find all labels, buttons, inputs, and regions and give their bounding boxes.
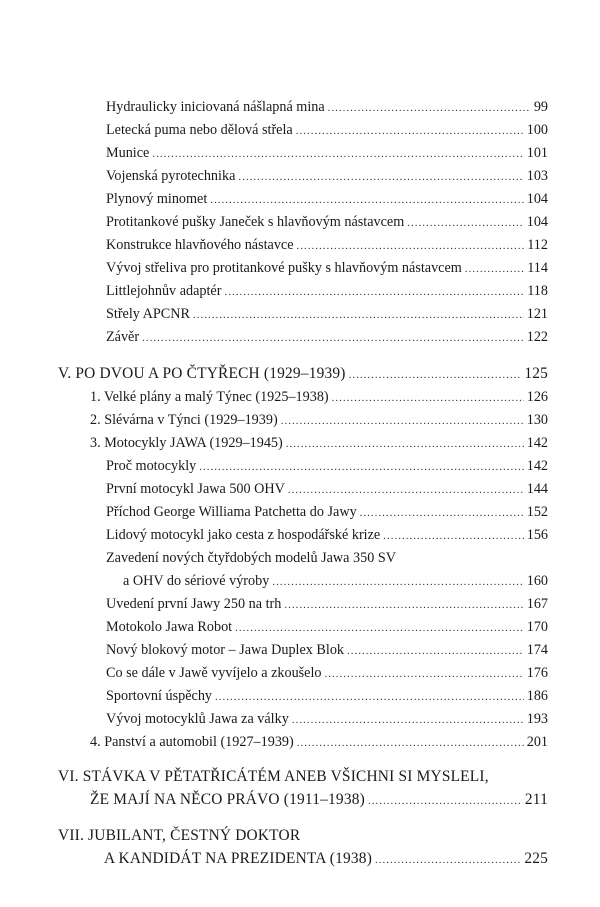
toc-section[interactable]: 3. Motocykly JAWA (1929–1945) ..... 142 bbox=[90, 434, 548, 453]
toc-entry[interactable]: Konstrukce hlavňového nástavce ..... 112 bbox=[106, 236, 548, 255]
toc-entry[interactable]: Vývoj střeliva pro protitankové pušky s hlavňovým nástavcem ..... 114 bbox=[106, 259, 548, 278]
toc-entry[interactable]: a OHV do sériové výroby ..... 160 bbox=[123, 572, 548, 591]
toc-entry[interactable]: Co se dále v Jawě vyvíjelo a zkoušelo ..... 176 bbox=[106, 664, 548, 683]
toc-entry[interactable]: Hydraulicky iniciovaná nášlapná mina ..... 99 bbox=[106, 98, 548, 117]
toc-entry[interactable]: Sportovní úspěchy ..... 186 bbox=[106, 687, 548, 706]
toc-chapter-6-line1[interactable]: VI. STÁVKA V PĚTATŘICÁTÉM ANEB VŠICHNI SI MYSLELI, bbox=[58, 768, 489, 785]
toc-entry[interactable]: Uvedení první Jawy 250 na trh ..... 167 bbox=[106, 595, 548, 614]
toc-entry-line1[interactable]: Zavedení nových čtyřdobých modelů Jawa 350 SV bbox=[106, 550, 396, 566]
toc-entry[interactable]: Závěr ..... 122 bbox=[106, 328, 548, 347]
toc-entry[interactable]: Motokolo Jawa Robot ..... 170 bbox=[106, 618, 548, 637]
toc-chapter-6[interactable]: ŽE MAJÍ NA NĚCO PRÁVO (1911–1938) ..... 211 bbox=[90, 791, 548, 810]
toc-section[interactable]: 2. Slévárna v Týnci (1929–1939) ..... 130 bbox=[90, 411, 548, 430]
toc-entry[interactable]: Střely APCNR ..... 121 bbox=[106, 305, 548, 324]
toc-chapter-7-line1[interactable]: VII. JUBILANT, ČESTNÝ DOKTOR bbox=[58, 827, 301, 844]
toc-entry[interactable]: Plynový minomet ..... 104 bbox=[106, 190, 548, 209]
toc-entry[interactable]: Vývoj motocyklů Jawa za války ..... 193 bbox=[106, 710, 548, 729]
toc-entry[interactable]: Lidový motocykl jako cesta z hospodářské krize ..... 156 bbox=[106, 526, 548, 545]
toc-section[interactable]: 4. Panství a automobil (1927–1939) ..... 201 bbox=[90, 733, 548, 752]
toc-entry[interactable]: Letecká puma nebo dělová střela ..... 100 bbox=[106, 121, 548, 140]
toc-entry[interactable]: Protitankové pušky Janeček s hlavňovým nástavcem ..... 104 bbox=[106, 213, 548, 232]
toc-chapter-7[interactable]: A KANDIDÁT NA PREZIDENTA (1938) ..... 225 bbox=[104, 850, 548, 869]
toc-entry[interactable]: Nový blokový motor – Jawa Duplex Blok ..... 174 bbox=[106, 641, 548, 660]
toc-section[interactable]: 1. Velké plány a malý Týnec (1925–1938) ..... 126 bbox=[90, 388, 548, 407]
toc-entry[interactable]: Příchod George Williama Patchetta do Jawy ..... 152 bbox=[106, 503, 548, 522]
toc-entry[interactable]: Proč motocykly ..... 142 bbox=[106, 457, 548, 476]
toc-entry[interactable]: Littlejohnův adaptér ..... 118 bbox=[106, 282, 548, 301]
toc-entry[interactable]: Vojenská pyrotechnika ..... 103 bbox=[106, 167, 548, 186]
toc-entry[interactable]: Munice ..... 101 bbox=[106, 144, 548, 163]
toc-entry[interactable]: První motocykl Jawa 500 OHV ..... 144 bbox=[106, 480, 548, 499]
toc-chapter-5[interactable]: V. PO DVOU A PO ČTYŘECH (1929–1939) ..... 125 bbox=[58, 365, 548, 384]
